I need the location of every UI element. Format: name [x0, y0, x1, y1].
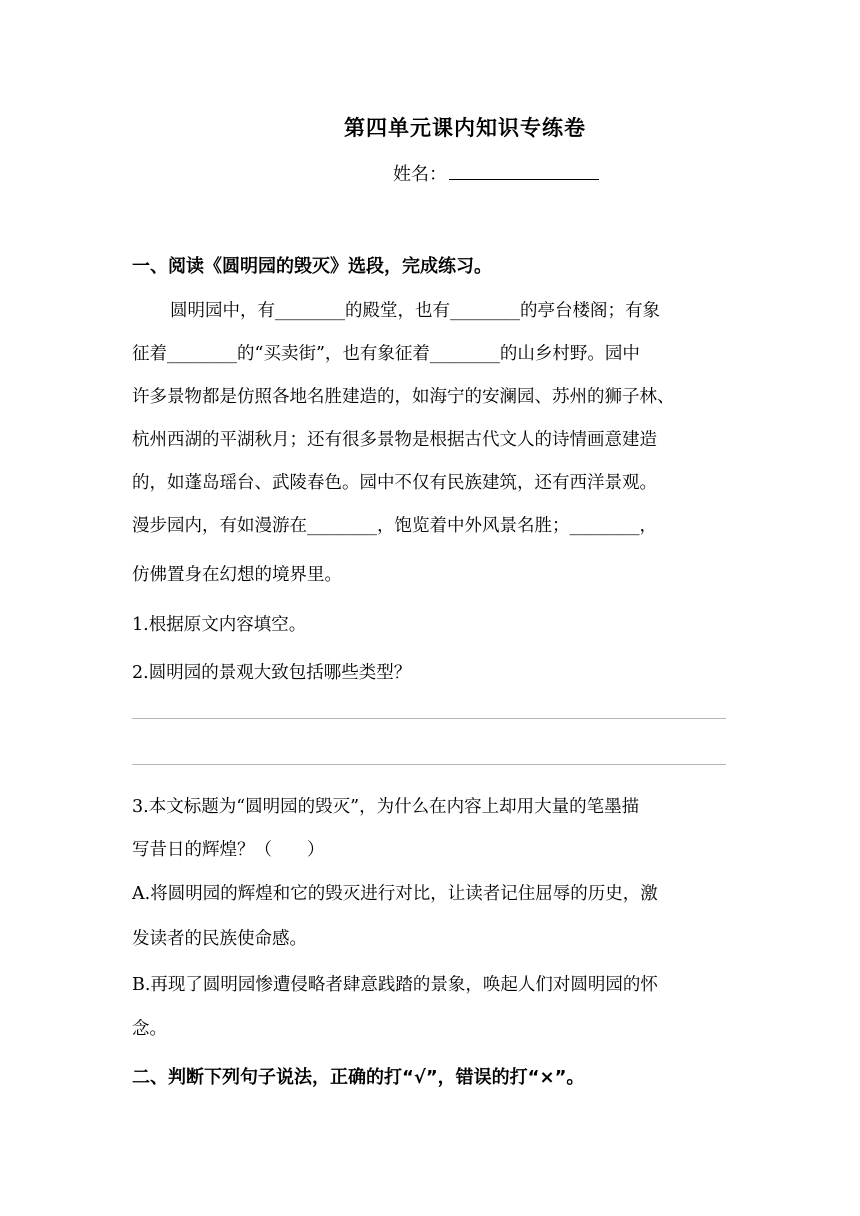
name-blank-line[interactable] — [449, 163, 599, 180]
worksheet-title: 第四单元课内知识专练卷 — [344, 116, 586, 140]
passage-line: 圆明园中，有________的殿堂，也有________的亭台楼阁；有象 — [170, 301, 660, 321]
question-1: 1.根据原文内容填空。 — [132, 615, 307, 635]
answer-line[interactable] — [132, 764, 726, 765]
section1-heading: 一、阅读《圆明园的毁灭》选段，完成练习。 — [132, 256, 492, 277]
option-a: A.将圆明园的辉煌和它的毁灭进行对比，让读者记住屈辱的历史，激 — [132, 884, 658, 904]
option-b: B.再现了圆明园惨遭侵略者肆意践踏的景象，唤起人们对圆明园的怀 — [132, 975, 658, 995]
section2-heading: 二、判断下列句子说法，正确的打“√”，错误的打“×”。 — [132, 1067, 585, 1088]
question-3: 3.本文标题为“圆明园的毁灭”，为什么在内容上却用大量的笔墨描 — [132, 797, 640, 817]
passage-line: 许多景物都是仿照各地名胜建造的，如海宁的安澜园、苏州的狮子林、 — [132, 387, 675, 407]
passage-line: 仿佛置身在幻想的境界里。 — [132, 565, 342, 585]
passage-line: 征着________的“买卖街”，也有象征着________的山乡村野。园中 — [132, 344, 640, 364]
question-2: 2.圆明园的景观大致包括哪些类型？ — [132, 663, 412, 683]
passage-line: 的，如蓬岛瑶台、武陵春色。园中不仅有民族建筑，还有西洋景观。 — [132, 473, 657, 493]
question-3-cont: 写昔日的辉煌？（ ） — [132, 840, 325, 860]
name-field — [393, 160, 599, 186]
passage-line: 杭州西湖的平湖秋月；还有很多景物是根据古代文人的诗情画意建造 — [132, 430, 657, 450]
passage-line: 漫步园内，有如漫游在________，饱览着中外风景名胜；________， — [132, 516, 657, 536]
option-a-cont: 发读者的民族使命感。 — [132, 929, 307, 949]
name-label: 姓名： — [393, 164, 447, 185]
answer-line[interactable] — [132, 718, 726, 719]
option-b-cont: 念。 — [132, 1019, 167, 1039]
